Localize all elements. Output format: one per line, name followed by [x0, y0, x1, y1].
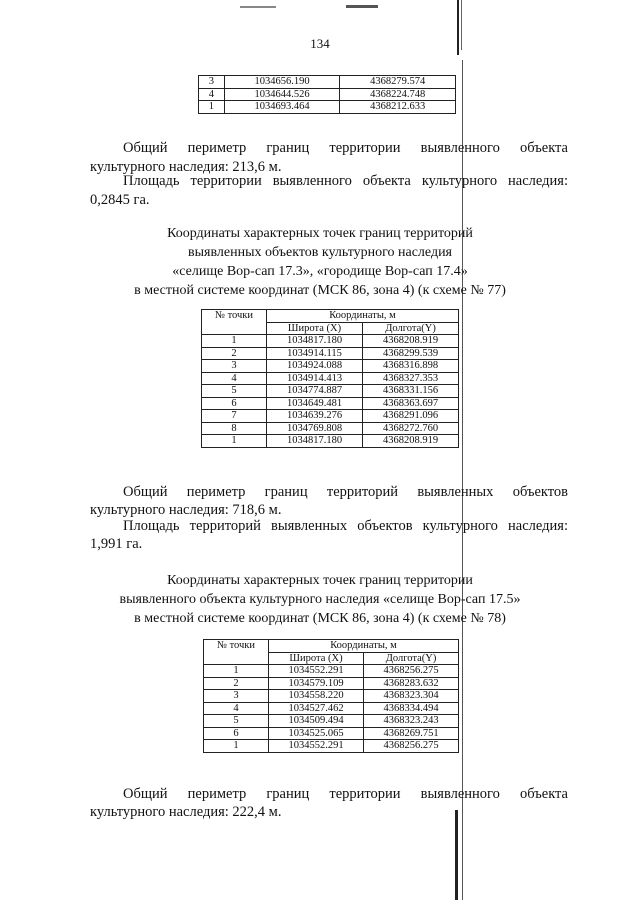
header-coordinates: Координаты, м — [267, 310, 459, 323]
cell-longitude: 4368323.243 — [364, 715, 459, 728]
header-point-number: № точки — [202, 310, 267, 335]
area-2-line2: 1,991 га. — [90, 536, 143, 552]
coordinates-table-78 — [203, 639, 459, 753]
area-paragraph-1 — [123, 172, 568, 191]
header-point-number: № точки — [204, 640, 269, 665]
cell-latitude: 1034552.291 — [269, 740, 364, 753]
cell-longitude: 4368291.096 — [363, 410, 459, 423]
cell-longitude: 4368269.751 — [364, 727, 459, 740]
table-row — [202, 385, 459, 398]
cell-longitude: 4368334.494 — [364, 702, 459, 715]
cell-point-number: 1 — [204, 665, 269, 678]
cell-latitude: 1034525.065 — [269, 727, 364, 740]
header-latitude: Широта (X) — [267, 322, 363, 335]
cell-latitude: 1034924.088 — [267, 360, 363, 373]
cell-point-number: 7 — [202, 410, 267, 423]
area-2-line1: Площадь территорий выявленных объектов культурного наследия: — [123, 518, 568, 534]
cell-latitude: 1034509.494 — [269, 715, 364, 728]
header-longitude: Долгота(Y) — [363, 322, 459, 335]
cell-longitude: 4368331.156 — [363, 385, 459, 398]
area-1-line1: Площадь территории выявленного объекта культурного наследия: — [123, 173, 568, 189]
table-row — [204, 715, 459, 728]
cell-latitude: 1034914.115 — [267, 347, 363, 360]
cell-point-number: 6 — [204, 727, 269, 740]
cell-point-number: 1 — [202, 435, 267, 448]
heading-78-line2: выявленного объекта культурного наследия «селище Вор-сап 17.5» — [119, 592, 521, 607]
perimeter-1-line1: Общий периметр границ территории выявленного объекта — [123, 140, 568, 156]
cell-latitude: 1034552.291 — [269, 665, 364, 678]
cell-latitude: 1034774.887 — [267, 385, 363, 398]
heading-77-line4: в местной системе координат (МСК 86, зона 4) (к схеме № 77) — [134, 283, 506, 298]
cell-latitude: 1034579.109 — [269, 677, 364, 690]
perimeter-2-line2: культурного наследия: 718,6 м. — [90, 502, 282, 518]
perimeter-3-line2: культурного наследия: 222,4 м. — [90, 804, 282, 820]
heading-78-line3: в местной системе координат (МСК 86, зона 4) (к схеме № 78) — [134, 611, 506, 626]
coordinates-heading-77 — [80, 224, 560, 300]
cell-longitude: 4368283.632 — [364, 677, 459, 690]
cell-longitude: 4368279.574 — [340, 76, 456, 89]
table-row — [202, 347, 459, 360]
cell-point-number: 3 — [204, 690, 269, 703]
cell-point-number: 1 — [202, 335, 267, 348]
cell-latitude: 1034693.464 — [224, 101, 340, 114]
cell-longitude: 4368208.919 — [363, 435, 459, 448]
cell-point-number: 8 — [202, 422, 267, 435]
header-latitude: Широта (X) — [269, 652, 364, 665]
scan-artifact-line — [240, 6, 276, 8]
cell-point-number: 5 — [202, 385, 267, 398]
perimeter-paragraph-2 — [90, 483, 568, 502]
cell-point-number: 2 — [202, 347, 267, 360]
cell-longitude: 4368272.760 — [363, 422, 459, 435]
cell-longitude: 4368327.353 — [363, 372, 459, 385]
table-row — [202, 397, 459, 410]
header-longitude: Долгота(Y) — [364, 652, 459, 665]
table-row — [199, 76, 456, 89]
scan-artifact-line — [346, 5, 378, 8]
table-row — [204, 665, 459, 678]
cell-latitude: 1034769.808 — [267, 422, 363, 435]
cell-longitude: 4368212.633 — [340, 101, 456, 114]
cell-longitude: 4368363.697 — [363, 397, 459, 410]
area-paragraph-2 — [123, 517, 568, 536]
cell-latitude: 1034817.180 — [267, 435, 363, 448]
cell-latitude: 1034656.190 — [224, 76, 340, 89]
table-row — [204, 740, 459, 753]
cell-point-number: 1 — [199, 101, 225, 114]
table-row — [204, 727, 459, 740]
cell-point-number: 6 — [202, 397, 267, 410]
perimeter-paragraph-3 — [90, 785, 568, 804]
table-row — [202, 335, 459, 348]
cell-longitude: 4368256.275 — [364, 740, 459, 753]
coordinates-table-continuation — [198, 75, 456, 114]
header-coordinates: Координаты, м — [269, 640, 459, 653]
cell-longitude: 4368316.898 — [363, 360, 459, 373]
cell-latitude: 1034649.481 — [267, 397, 363, 410]
table-row — [204, 702, 459, 715]
heading-78-line1: Координаты характерных точек границ территории — [167, 573, 473, 588]
cell-longitude: 4368299.539 — [363, 347, 459, 360]
cell-latitude: 1034644.526 — [224, 88, 340, 101]
table-row — [202, 360, 459, 373]
heading-77-line2: выявленных объектов культурного наследия — [188, 245, 452, 260]
cell-point-number: 1 — [204, 740, 269, 753]
perimeter-3-line1: Общий периметр границ территории выявленного объекта — [123, 786, 568, 802]
cell-point-number: 4 — [202, 372, 267, 385]
cell-point-number: 3 — [202, 360, 267, 373]
coordinates-heading-78 — [80, 571, 560, 628]
cell-point-number: 2 — [204, 677, 269, 690]
table-row — [202, 410, 459, 423]
cell-latitude: 1034914.413 — [267, 372, 363, 385]
cell-point-number: 3 — [199, 76, 225, 89]
perimeter-1-line2: культурного наследия: 213,6 м. — [90, 159, 282, 175]
cell-latitude: 1034639.276 — [267, 410, 363, 423]
table-row — [202, 422, 459, 435]
table-row — [202, 372, 459, 385]
table-row — [204, 690, 459, 703]
table-row — [199, 101, 456, 114]
cell-latitude: 1034527.462 — [269, 702, 364, 715]
heading-77-line1: Координаты характерных точек границ территорий — [167, 226, 473, 241]
cell-point-number: 4 — [199, 88, 225, 101]
coordinates-table-77 — [201, 309, 459, 448]
cell-longitude: 4368256.275 — [364, 665, 459, 678]
cell-longitude: 4368224.748 — [340, 88, 456, 101]
scan-artifact-line — [455, 810, 458, 900]
perimeter-paragraph-1 — [90, 139, 568, 158]
heading-77-line3: «селище Вор-сап 17.3», «городище Вор-сап 17.4» — [172, 264, 468, 279]
cell-point-number: 5 — [204, 715, 269, 728]
perimeter-2-line1: Общий периметр границ территорий выявленных объектов — [123, 484, 568, 500]
cell-longitude: 4368208.919 — [363, 335, 459, 348]
cell-latitude: 1034558.220 — [269, 690, 364, 703]
page-number: 134 — [310, 36, 330, 51]
table-row — [199, 88, 456, 101]
cell-longitude: 4368323.304 — [364, 690, 459, 703]
cell-point-number: 4 — [204, 702, 269, 715]
cell-latitude: 1034817.180 — [267, 335, 363, 348]
table-row — [202, 435, 459, 448]
table-row — [204, 677, 459, 690]
area-1-line2: 0,2845 га. — [90, 192, 150, 208]
